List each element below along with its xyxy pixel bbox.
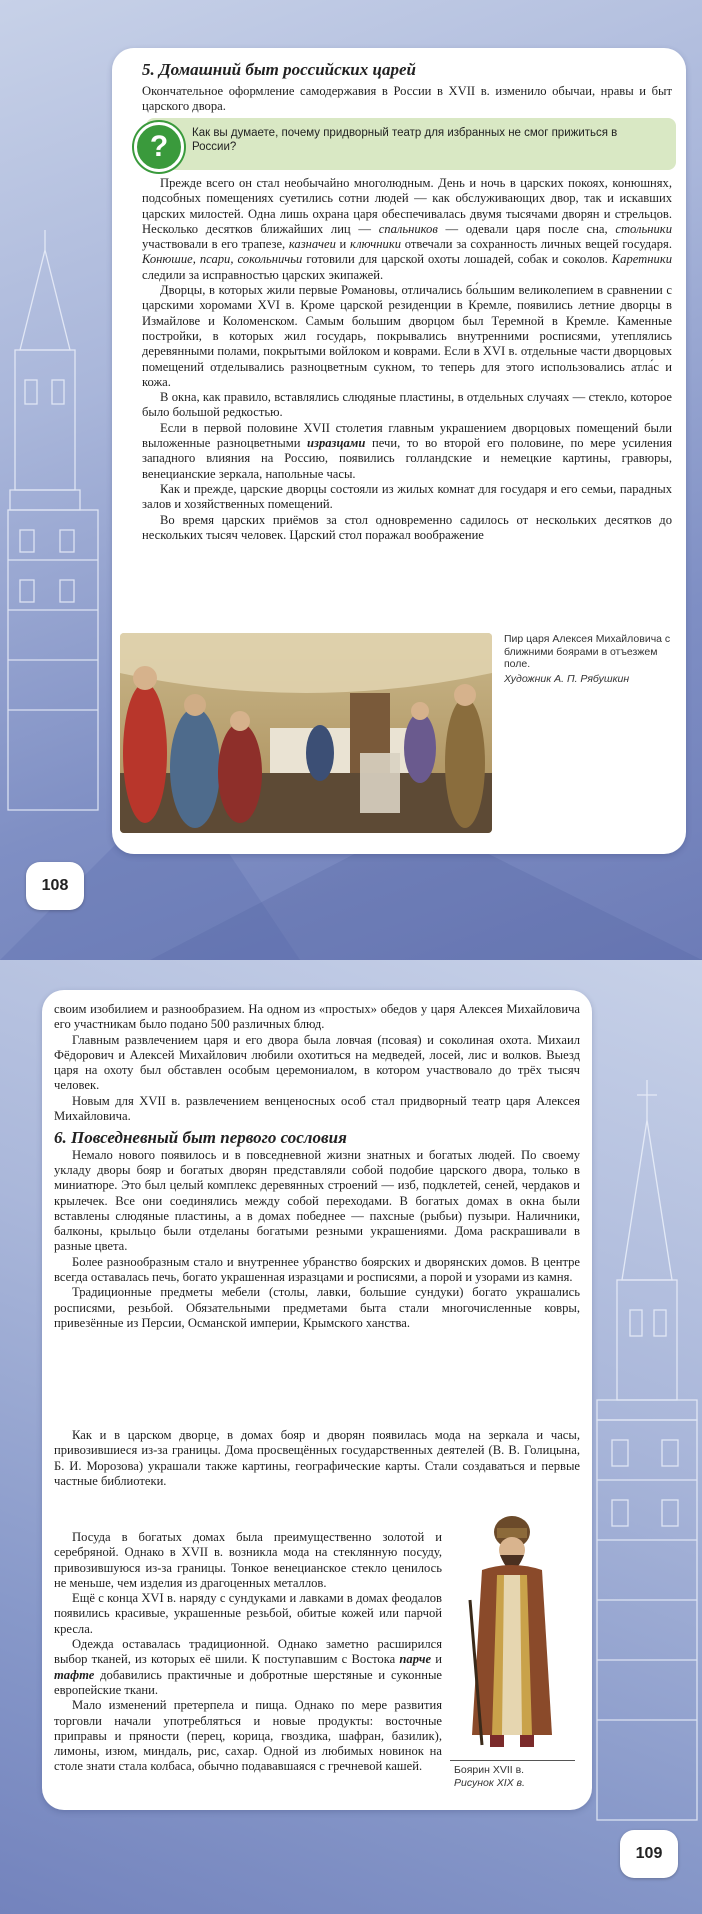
caption-author: Рисунок XIX в. <box>454 1776 525 1789</box>
page-number: 109 <box>620 1830 678 1878</box>
term: Каретники <box>611 252 673 267</box>
paragraph: Дворцы, в которых жили первые Романовы, отличались бо́льшим великолепием в сравнении с царскими хоромами XVI в. Кроме царской резиденции в Кремле, появились летние дворцы в Измайлове и Коломенском. Самым большим дворцом был Теремной в Кремле. Каменные постройки, в которых жил государь, покрывались внутренними росписями, утеплялись деревянными полами, покрытыми войлоком и коврами. Если в XVI в. отдельные части дворцовых помещений отделывались разноцветным сукном, то теперь для этого использовались атла́с и кожа. <box>142 283 672 389</box>
page-number: 108 <box>26 862 84 910</box>
main-text <box>142 176 672 543</box>
caption-divider <box>450 1760 575 1761</box>
caption-text: Пир царя Алексея Михайловича с ближними боярами в отъезжем поле. <box>504 633 671 670</box>
paragraph: Новым для XVII в. развлечением венценосных особ стал придворный театр царя Алексея Михайловича. <box>54 1093 580 1124</box>
question-box <box>146 118 676 170</box>
paragraph: Как и прежде, царские дворцы состояли из жилых комнат для государя и его семьи, парадных залов и хозяйственных помещений. <box>142 481 672 512</box>
paragraph: Традиционные предметы мебели (столы, лавки, большие сундуки) богато украшались росписями, резьбой. Обязательными предметами быта стали многочисленные ковры, привезённые из Персии, Османской империи, Крымского ханства. <box>54 1285 580 1330</box>
term: казначеи <box>288 237 336 252</box>
main-text-column <box>54 1530 442 1775</box>
paragraph: Если в первой половине XVII столетия главным украшением дворцовых помещений были выложенные разноцветными изразцами печи, то во второй его половине, по мере усиления западного влияния на Россию, появились голландские и немецкие картины, гравюры, венецианские зеркала, напольные часы. <box>142 420 672 481</box>
boyar-figure <box>452 1510 572 1755</box>
feast-painting <box>120 633 492 833</box>
term: тафте <box>54 1667 95 1682</box>
main-text <box>54 1002 580 1331</box>
main-text-narrow <box>54 1428 580 1489</box>
paragraph: Мало изменений претерпела и пища. Однако по мере развития торговли начали употребляться и новые продукты: восточные приправы и пряности (перец, корица, гвоздика, шафран, базилик), лимоны, изюм, миндаль, рис, сахар. Одной из любимых новинок на столе знати стала колбаса, обычно подававшаяся с гречневой кашей. <box>54 1698 442 1774</box>
image-caption <box>504 633 672 685</box>
question-text: Как вы думаете, почему придворный театр для избранных не смог прижиться в России? <box>192 127 618 153</box>
text-card <box>42 990 592 1810</box>
page-109 <box>0 960 702 1914</box>
intro-text: Окончательное оформление самодержавия в России в XVII в. изменило обычаи, нравы и быт царского двора. <box>142 84 672 114</box>
paragraph: Как и в царском дворце, в домах бояр и дворян появилась мода на зеркала и часы, привозившиеся из-за границы. Дома просвещённых государственных деятелей (В. В. Голицына, Б. И. Морозова) украшали также картины, географические карты. Стали создаваться и первые частные библиотеки. <box>54 1428 580 1488</box>
term: стольники <box>615 221 672 236</box>
term: ключники <box>349 237 402 252</box>
intro-paragraph <box>142 84 672 115</box>
question-mark-icon: ? <box>134 122 184 172</box>
paragraph: Прежде всего он стал необычайно многолюдным. День и ночь в царских покоях, конюшнях, подсобных помещениях суетились сотни людей — как обслуживающих двор, так и искавших царских милостей. Одна лишь охрана царя обеспечивалась двумя тысячами дворян и стрельцов. Несколько десятков ближайших лиц — спальников — одевали царя после сна, стольники участвовали в его трапезе, казначеи и ключники отвечали за сохранность личных вещей государя. Конюшие, псари, сокольничьи готовили для царской охоты лошадей, собак и соколов. Каретники следили за исправностью царских экипажей. <box>142 176 673 282</box>
term: спальников <box>378 221 438 236</box>
paragraph: Главным развлечением царя и его двора была ловчая (псовая) и соколиная охота. Михаил Фёдорович и Алексей Михайлович любили охотиться на медведей, лосей, лис и волков. Выезд царя на охоту был обставлен особым церемониалом, в котором участвовало до трёх тысяч человек. <box>54 1032 580 1093</box>
term: изразцами <box>307 436 366 451</box>
term: парче <box>399 1652 432 1667</box>
section-heading: 6. Повседневный быт первого сословия <box>54 1128 347 1148</box>
paragraph: Одежда оставалась традиционной. Однако заметно расширился выбор тканей, из которых её шили. К поступавшим с Востока парче и тафте добавились практичные и добротные шерстяные и суконные европейские ткани. <box>54 1637 442 1697</box>
text-card <box>112 48 686 854</box>
paragraph: Немало нового появилось и в повседневной жизни знатных и богатых людей. По своему укладу дворы бояр и богатых дворян представляли собой подобие царского двора, только в миниатюре. Это был целый комплекс деревянных строений — изб, подклетей, сеней, чердаков и крылечек. Все они соединялись между собой переходами. В богатых домах в окна были вставлены слюдяные пластины, а в домах победнее — пахсные (рыбьи) пузыри. Наличники, балконы, крыльцо были отделаны богатыми резными украшениями. Дома раскрашивали в разные цвета. <box>54 1147 580 1254</box>
paragraph: Во время царских приёмов за стол одновременно садилось от нескольких десятков до нескольких тысяч человек. Царский стол поражал воображение <box>142 512 672 542</box>
paragraph: Более разнообразным стало и внутреннее убранство боярских и дворянских домов. В центре всегда оставалась печь, богато украшенная изразцами и росписями, а порой и узорами из камня. <box>54 1254 580 1285</box>
caption-author: Художник А. П. Рябушкин <box>504 672 630 685</box>
image-caption <box>454 1764 579 1789</box>
paragraph: В окна, как правило, вставлялись слюдяные пластины, в отдельных случаях — стекло, которое было большой редкостью. <box>142 390 672 420</box>
paragraph: своим изобилием и разнообразием. На одном из «простых» обедов у царя Алексея Михайловича его участникам было подано 500 различных блюд. <box>54 1002 580 1032</box>
caption-text: Боярин XVII в. <box>454 1764 525 1776</box>
paragraph: Посуда в богатых домах была преимущественно золотой и серебряной. Однако в XVII в. возникла мода на стеклянную посуду, привозившуюся из-за границы. Тонкое венецианское стекло ценилось не меньше, чем изделия из драгоценных металлов. <box>54 1530 442 1590</box>
paragraph: Ещё с конца XVI в. наряду с сундуками и лавками в домах феодалов появились красивые, украшенные резьбой, обитые кожей или парчой кресла. <box>54 1591 442 1636</box>
section-heading: 5. Домашний быт российских царей <box>142 60 416 79</box>
term: Конюшие, псари, сокольничьи <box>142 252 303 267</box>
church-illustration <box>592 1080 702 1840</box>
